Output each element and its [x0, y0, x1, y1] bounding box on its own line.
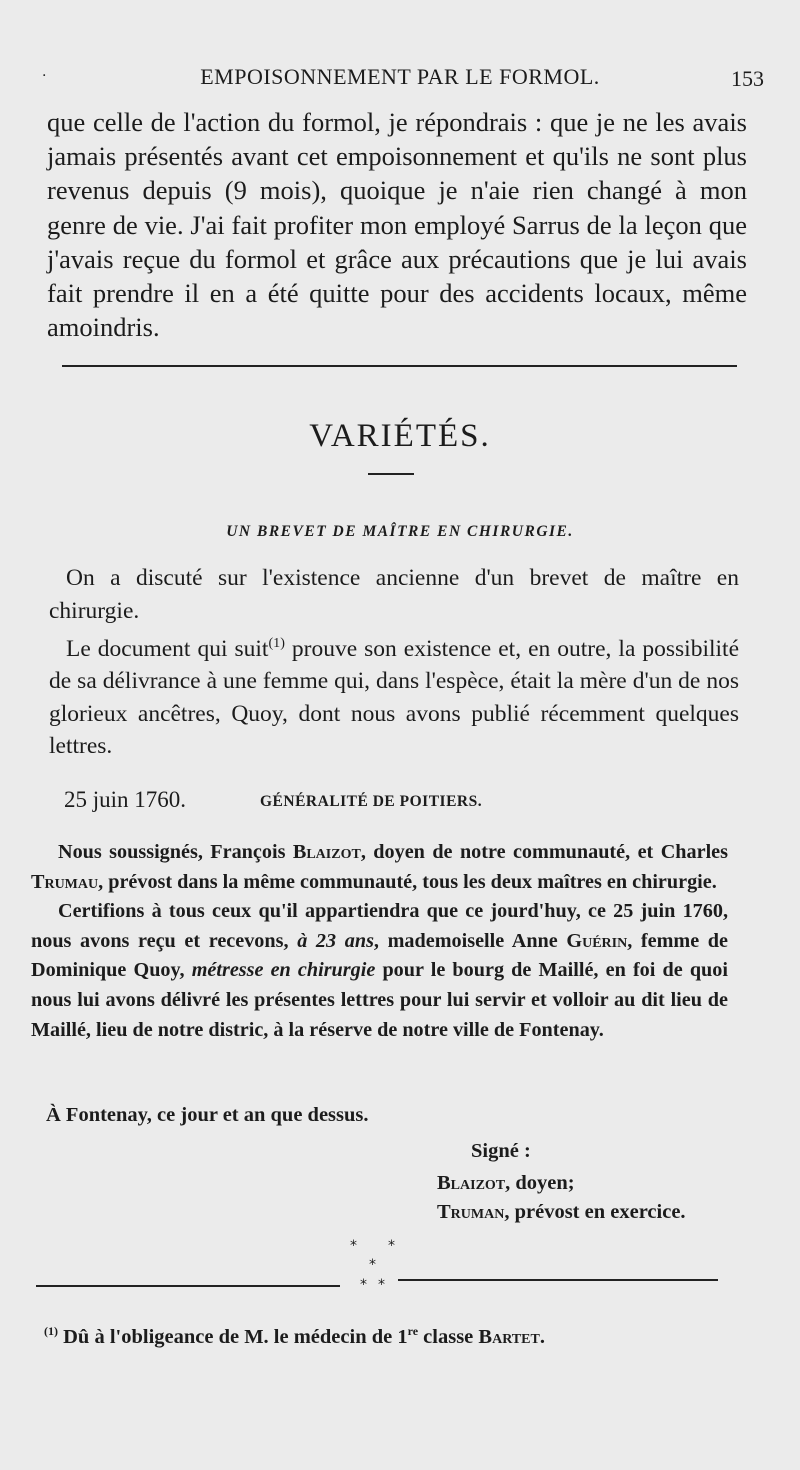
star-2: *: [388, 1238, 395, 1254]
page-number: 153: [731, 66, 764, 91]
star-5: *: [378, 1277, 385, 1293]
signature-truman: Truman, prévost en exercice.: [437, 1201, 686, 1223]
article-subtitle: UN BREVET DE MAÎTRE EN CHIRURGIE.: [226, 523, 574, 540]
header-title: EMPOISONNEMENT PAR LE FORMOL.: [200, 64, 600, 89]
running-header: [0, 64, 800, 94]
section-divider: [62, 365, 737, 367]
signature-blaizot: Blaizot, doyen;: [437, 1172, 575, 1194]
certificate-paragraph-2: Certifions à tous ceux qu'il appartiendra que ce jourd'huy, ce 25 juin 1760, nous avons reçu et recevons, à 23 ans, mademoiselle Anne Guérin, femme de Dominique Quoy, métresse en chirurgie pour le bourg de Maillé, en foi de quoi nous lui avons délivré les présentes lettres pour lui servir et volloir au dit lieu de Maillé, lieu de notre distric, à la réserve de notre ville de Fontenay.: [31, 900, 728, 1041]
footnote-rule-left: [36, 1285, 340, 1287]
article-paragraph-1: On a discuté sur l'existence ancienne d'un brevet de maître en chirurgie.: [49, 565, 739, 624]
document-date: 25 juin 1760.: [64, 787, 187, 812]
asterism-ornament: [340, 1238, 400, 1298]
intro-paragraph: que celle de l'action du formol, je répondrais : que je ne les avais jamais présentés avant cet empoisonnement et qu'ils ne sont plus revenus depuis (9 mois), quoique je n'aie rien changé à mon genre de vie. J'ai fait profiter mon employé Sarrus de la leçon que j'avais reçue du formol et grâce aux précautions que je lui avais fait prendre il en a été quitte pour des accidents locaux, même amoindris.: [47, 107, 747, 343]
closing-line: À Fontenay, ce jour et an que dessus.: [46, 1104, 369, 1126]
document-date-line: [64, 787, 744, 813]
signed-label: Signé :: [471, 1140, 531, 1162]
star-4: *: [360, 1277, 367, 1293]
footnote-rule-right: [398, 1279, 718, 1281]
footnote: $^{(1)}$ Dû à l'obligeance de M. le médecin de 1re classe Bartet.: [44, 1324, 545, 1348]
header-dot: ·: [42, 68, 47, 84]
document-heading: GÉNÉRALITÉ DE POITIERS.: [260, 793, 483, 810]
certificate-paragraph-1: Nous soussignés, François Blaizot, doyen de notre communauté, et Charles Trumau, prévost dans la même communauté, tous les deux maîtres en chirurgie.: [31, 841, 728, 893]
section-title: VARIÉTÉS.: [309, 418, 491, 454]
title-underline: [368, 473, 414, 475]
certificate-text: [31, 838, 728, 1045]
article-body: [49, 562, 739, 763]
footnote-ref: (1): [268, 635, 285, 651]
star-1: *: [350, 1238, 357, 1254]
star-3: *: [369, 1257, 376, 1273]
article-paragraph-2: Le document qui suit$^{(1)}$ prouve son existence et, en outre, la possibilité de sa délivrance à une femme qui, dans l'espèce, était la mère d'un de nos glorieux ancêtres, Quoy, dont nous avons publié récemment quelques lettres.: [49, 635, 740, 760]
